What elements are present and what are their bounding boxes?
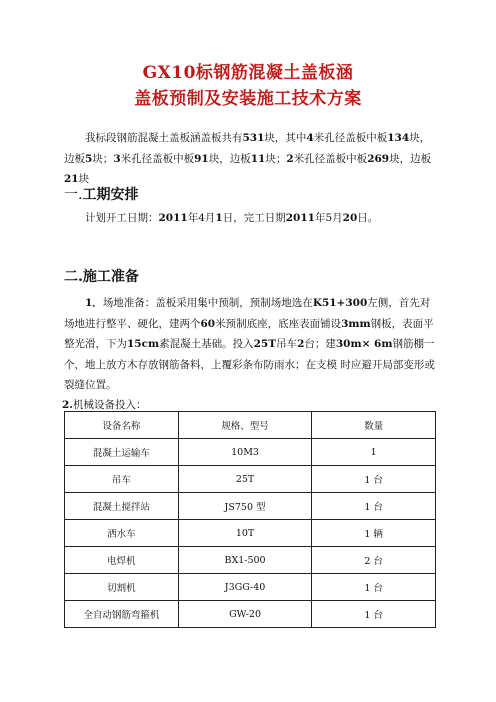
end-day: 20	[342, 212, 358, 224]
intro-text: 块，其中	[264, 132, 307, 144]
intro-span-4: 4	[306, 132, 314, 144]
intro-text: 块；	[265, 152, 287, 165]
prep-text: 钢筋棚一个，地上放方木存放钢筋备料，上覆彩条布防雨水；在支模 时应避开局部变形或裂缝位置。	[64, 338, 435, 391]
concrete-thickness: 15cm	[127, 338, 160, 350]
table-row	[65, 574, 436, 601]
plan-text: 年	[187, 212, 199, 224]
section-title: 工期安排	[82, 187, 139, 203]
station-mark: K51+300	[312, 297, 368, 309]
intro-total-count: 531	[242, 132, 265, 144]
table-cell: 10M3	[178, 439, 312, 466]
item-number: 2.	[62, 399, 73, 411]
intro-text: 块；	[92, 152, 114, 165]
intro-text: 块	[78, 173, 90, 185]
table-row	[65, 601, 436, 628]
prep-text: 米预制底座，底座表面铺设	[215, 317, 342, 330]
table-cell: 1 辆	[312, 520, 436, 547]
prep-text: 台；建	[304, 338, 336, 350]
section-title: 施工准备	[82, 269, 139, 285]
column-header: 规格、型号	[178, 412, 312, 439]
table-row	[65, 466, 436, 493]
table-cell: 混凝土搅拌站	[65, 493, 179, 520]
table-cell: 混凝土运输车	[65, 439, 179, 466]
table-cell: JS750 型	[178, 493, 312, 520]
prep-text: 场地准备：盖板采用集中预制，预制场地选在	[102, 297, 313, 309]
plan-text: 日，完工日期	[222, 212, 286, 224]
table-cell: 洒水车	[65, 520, 179, 547]
intro-count-4m-edge: 5	[85, 152, 93, 165]
table-cell: J3GG-40	[178, 574, 312, 601]
prep-text: 左侧，首先对场地进行整平、硬化，建两个	[64, 297, 431, 330]
equipment-table	[64, 411, 436, 628]
plate-thickness: 3mm	[341, 317, 371, 330]
table-row	[65, 547, 436, 574]
intro-text: 米孔径盖板中板	[120, 152, 195, 165]
crane-capacity: 25T	[253, 338, 277, 350]
plan-text: 日。	[357, 212, 379, 224]
column-header: 设备名称	[65, 412, 179, 439]
table-cell: 切割机	[65, 574, 179, 601]
intro-count-3m-mid: 91	[194, 152, 209, 165]
plan-text: 月	[204, 212, 216, 224]
end-month: 5	[325, 212, 333, 224]
end-year: 2011	[285, 212, 315, 224]
intro-text: 块，边板	[208, 152, 251, 165]
table-cell: 1	[312, 439, 436, 466]
table-cell: 1 台	[312, 574, 436, 601]
column-header: 数量	[312, 412, 436, 439]
prep-text: 钢板，表面平整光滑，下为	[64, 317, 434, 350]
intro-count-2m-mid: 269	[367, 152, 390, 165]
equipment-heading	[62, 397, 146, 412]
preparation-paragraph	[64, 293, 436, 396]
intro-count-2m-edge: 21	[64, 173, 79, 185]
table-cell: 电焊机	[65, 547, 179, 574]
start-year: 2011	[158, 212, 188, 224]
section-number: 二.	[64, 269, 83, 285]
table-header-row	[65, 412, 436, 439]
intro-text: 块，边板	[389, 152, 432, 165]
table-cell: BX1-500	[178, 547, 312, 574]
plan-text: 年	[314, 212, 326, 224]
document-title-line1: GX10标钢筋混凝土盖板涵	[142, 63, 354, 83]
intro-text: 块，边板	[64, 132, 431, 165]
table-row	[65, 439, 436, 466]
table-cell: 1 台	[312, 601, 436, 628]
plan-text: 月	[332, 212, 343, 224]
prep-text: 素混凝土基础。投入	[159, 338, 254, 350]
intro-count-3m-edge: 11	[250, 152, 266, 165]
prep-text: 吊车	[276, 338, 298, 350]
equipment-heading-text: 机械设备投入：	[72, 399, 147, 411]
table-cell: 全自动钢筋弯箍机	[65, 601, 179, 628]
table-cell: 吊车	[65, 466, 179, 493]
section-heading-schedule	[64, 184, 138, 204]
start-day: 1	[215, 212, 223, 224]
start-month: 4	[198, 212, 205, 224]
section-heading-preparation	[64, 266, 139, 286]
shed-size: 30m× 6m	[335, 338, 393, 350]
plan-text: 计划开工日期：	[85, 212, 159, 224]
table-row	[65, 493, 436, 520]
table-cell: 1 台	[312, 493, 436, 520]
table-cell: 1 台	[312, 466, 436, 493]
table-cell: 10T	[178, 520, 312, 547]
table-cell: 2 台	[312, 547, 436, 574]
intro-text: 米孔径盖板中板	[293, 152, 368, 165]
table-cell: 25T	[178, 466, 312, 493]
intro-span-2: 2	[286, 152, 294, 165]
crane-quantity: 2	[297, 338, 305, 350]
section-number: 一.	[64, 187, 83, 203]
intro-paragraph	[64, 128, 436, 190]
document-title-line2: 盖板预制及安装施工技术方案	[134, 89, 362, 109]
item-number: 1．	[85, 297, 103, 309]
intro-span-3: 3	[113, 152, 121, 165]
table-row	[65, 520, 436, 547]
table-cell: GW-20	[178, 601, 312, 628]
base-length: 60	[200, 317, 216, 330]
intro-count-4m-mid: 134	[387, 132, 410, 144]
intro-text: 我标段钢筋混凝土盖板涵盖板共有	[85, 132, 243, 144]
intro-text: 米孔径盖板中板	[313, 132, 388, 144]
schedule-paragraph	[64, 208, 436, 229]
